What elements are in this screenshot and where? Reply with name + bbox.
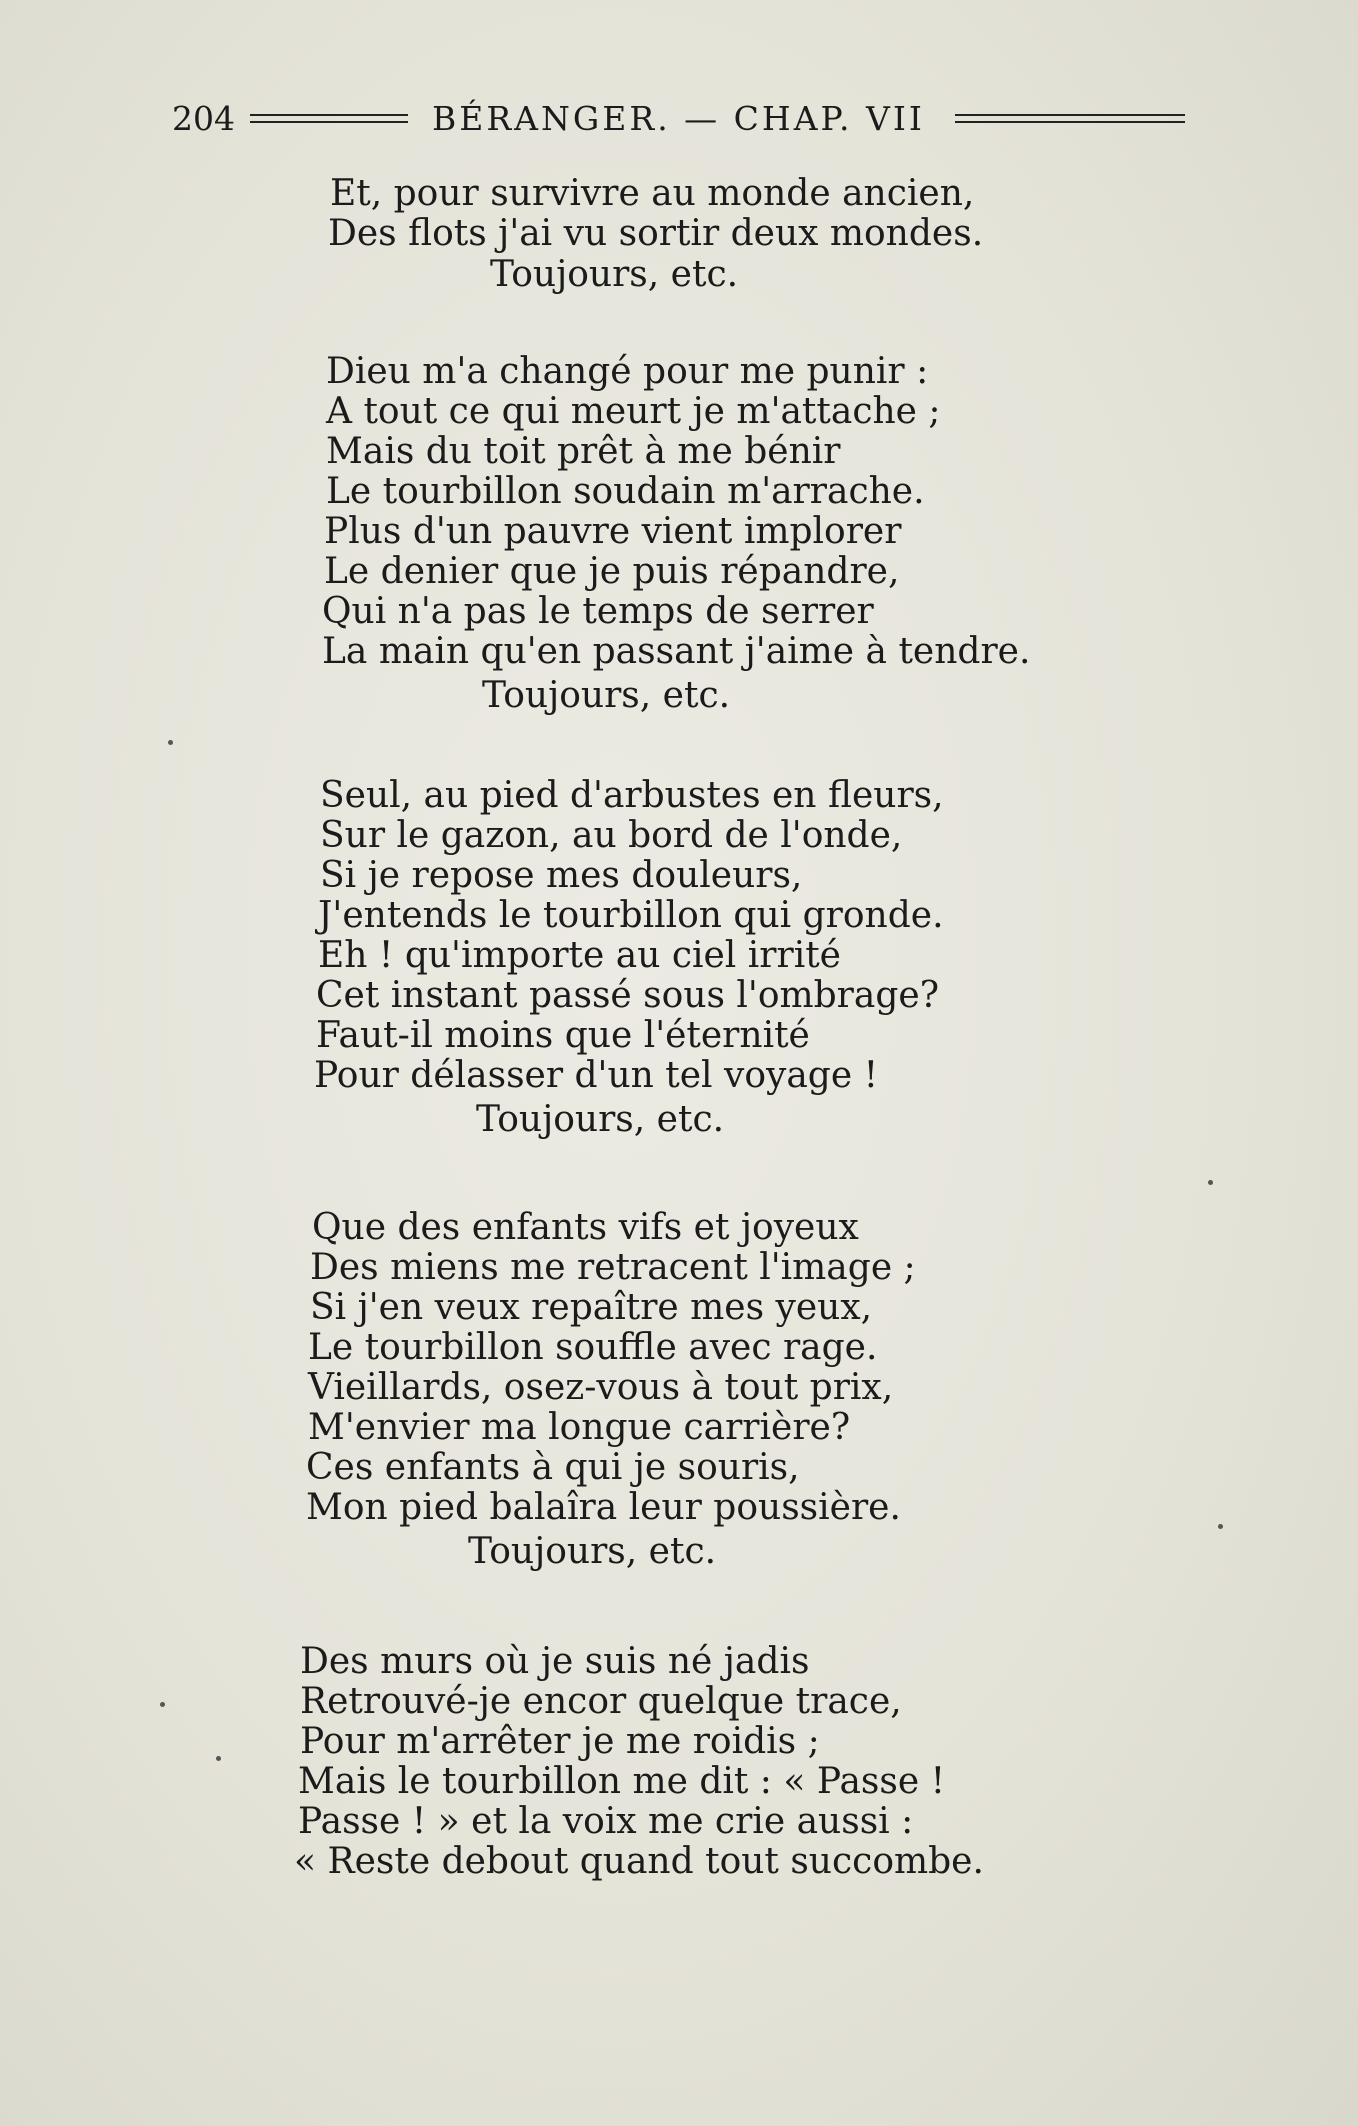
verse-line: M'envier ma longue carrière? — [308, 1407, 851, 1448]
running-title: BÉRANGER. — CHAP. VII — [432, 98, 925, 138]
verse-line: Mais le tourbillon me dit : « Passe ! — [298, 1761, 946, 1802]
page-number: 204 — [172, 98, 235, 138]
verse-line: Et, pour survivre au monde ancien, — [330, 173, 975, 214]
header-rule-left — [250, 114, 408, 123]
verse-line: Que des enfants vifs et joyeux — [312, 1207, 859, 1248]
paper-speck — [216, 1756, 221, 1761]
verse-line: Passe ! » et la voix me crie aussi : — [298, 1801, 914, 1842]
verse-line: « Reste debout quand tout succombe. — [294, 1841, 984, 1882]
verse-line: Pour délasser d'un tel voyage ! — [314, 1055, 879, 1096]
verse-line: J'entends le tourbillon qui gronde. — [318, 895, 944, 936]
verse-line: Vieillards, osez-vous à tout prix, — [308, 1367, 894, 1408]
verse-line: La main qu'en passant j'aime à tendre. — [322, 631, 1031, 672]
verse-line: Le tourbillon soudain m'arrache. — [326, 471, 925, 512]
verse-line: Plus d'un pauvre vient implorer — [324, 511, 902, 552]
verse-line: Pour m'arrêter je me roidis ; — [300, 1721, 820, 1762]
verse-line: Des flots j'ai vu sortir deux mondes. — [328, 213, 984, 254]
paper-speck — [160, 1702, 165, 1707]
verse-line: Qui n'a pas le temps de serrer — [322, 591, 874, 632]
verse-line: Mais du toit prêt à me bénir — [326, 431, 841, 472]
verse-line: A tout ce qui meurt je m'attache ; — [326, 391, 941, 432]
paper-speck — [168, 740, 173, 745]
verse-line: Si j'en veux repaître mes yeux, — [310, 1287, 873, 1328]
verse-line: Des murs où je suis né jadis — [300, 1641, 810, 1682]
verse-line: Le denier que je puis répandre, — [324, 551, 900, 592]
header-rule-right — [955, 114, 1185, 123]
verse-line: Si je repose mes douleurs, — [320, 855, 803, 896]
verse-line: Sur le gazon, au bord de l'onde, — [320, 815, 903, 856]
verse-line: Dieu m'a changé pour me punir : — [326, 351, 929, 392]
verse-line: Faut-il moins que l'éternité — [316, 1015, 810, 1056]
paper-speck — [1218, 1524, 1223, 1529]
verse-line: Le tourbillon souffle avec rage. — [308, 1327, 878, 1368]
page-header — [172, 96, 1282, 140]
verse-line: Ces enfants à qui je souris, — [306, 1447, 800, 1488]
verse-line: Des miens me retracent l'image ; — [310, 1247, 916, 1288]
verse-line: Mon pied balaîra leur poussière. — [306, 1487, 901, 1528]
verse-line: Seul, au pied d'arbustes en fleurs, — [320, 775, 944, 816]
paper-speck — [1208, 1180, 1213, 1185]
refrain-line: Toujours, etc. — [482, 675, 731, 716]
refrain-line: Toujours, etc. — [476, 1099, 725, 1140]
verse-line: Eh ! qu'importe au ciel irrité — [318, 935, 841, 976]
verse-line: Retrouvé-je encor quelque trace, — [300, 1681, 902, 1722]
refrain-line: Toujours, etc. — [490, 254, 739, 295]
verse-line: Cet instant passé sous l'ombrage? — [316, 975, 940, 1016]
refrain-line: Toujours, etc. — [468, 1531, 717, 1572]
